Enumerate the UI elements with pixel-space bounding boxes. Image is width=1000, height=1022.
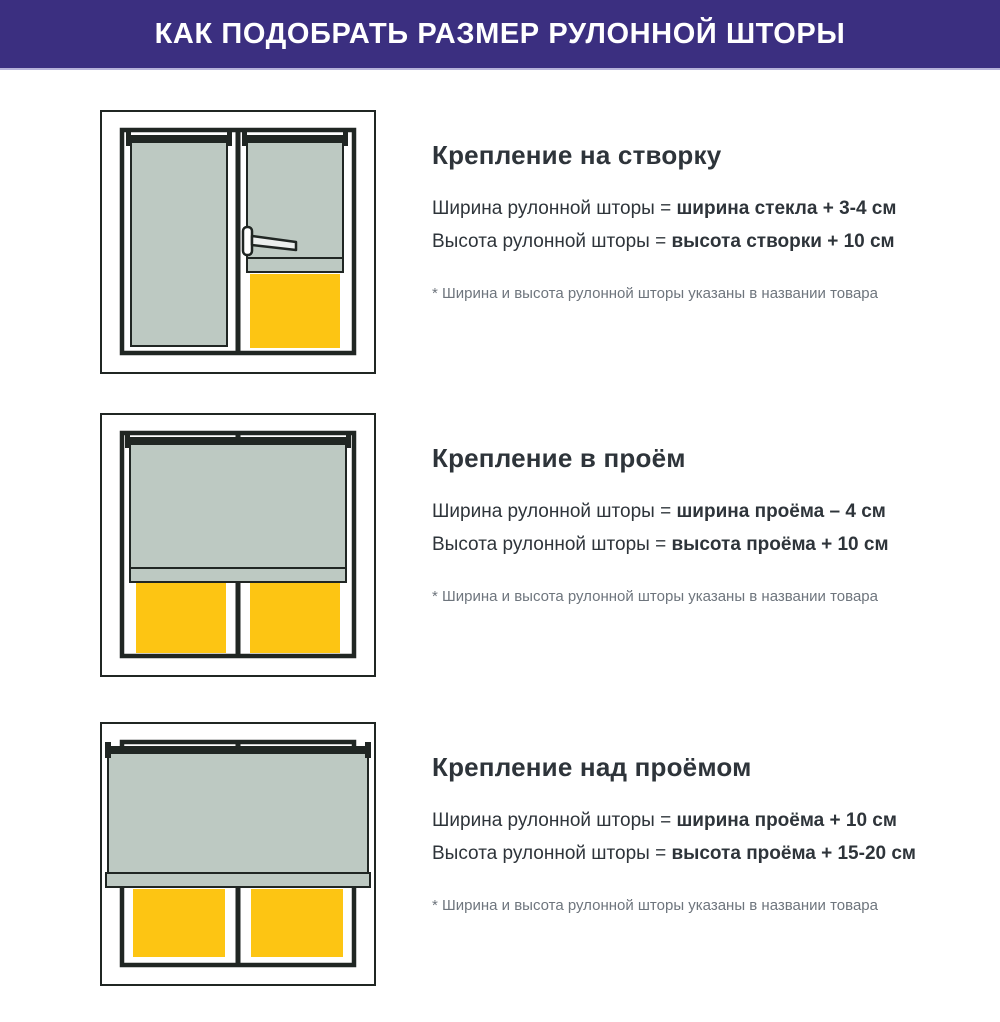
section-text [432, 443, 972, 605]
section-text [432, 140, 972, 302]
glass-light-left [133, 889, 225, 957]
footnote: * Ширина и высота рулонной шторы указаны в названии товара [432, 588, 878, 605]
section-mount-on-sash [0, 110, 1000, 410]
blind-fabric [108, 753, 368, 873]
height-formula: Высота рулонной шторы = высота створки + 10 см [432, 231, 895, 252]
width-formula: Ширина рулонной шторы = ширина стекла + 3-4 см [432, 198, 897, 219]
window-in-opening-illustration [100, 413, 376, 677]
blind-bottom-rail [130, 568, 346, 582]
blind-bottom-rail-right [247, 258, 343, 272]
window-above-opening-illustration [100, 722, 376, 986]
page-title: КАК ПОДОБРАТЬ РАЗМЕР РУЛОННОЙ ШТОРЫ [154, 17, 846, 50]
window-on-sash-illustration [100, 110, 376, 374]
glass-light [250, 274, 340, 348]
glass-light-left [136, 583, 226, 653]
footnote: * Ширина и высота рулонной шторы указаны в названии товара [432, 897, 878, 914]
section-heading: Крепление в проём [432, 443, 686, 473]
section-mount-above-opening [0, 722, 1000, 1022]
section-text [432, 752, 972, 914]
title-banner [0, 0, 1000, 70]
blind-fabric [130, 444, 346, 568]
window-diagram-in-opening [100, 413, 376, 677]
glass-light-right [250, 583, 340, 653]
height-formula: Высота рулонной шторы = высота проёма + 15-20 см [432, 843, 916, 864]
blind-bottom-rail [106, 873, 370, 887]
window-diagram-above-opening [100, 722, 376, 986]
formula-list [432, 192, 972, 258]
window-diagram-on-sash [100, 110, 376, 374]
glass-light-right [251, 889, 343, 957]
section-heading: Крепление на створку [432, 140, 722, 170]
footnote: * Ширина и высота рулонной шторы указаны в названии товара [432, 285, 878, 302]
width-formula: Ширина рулонной шторы = ширина проёма – 4 см [432, 501, 886, 522]
height-formula: Высота рулонной шторы = высота проёма + 10 см [432, 534, 889, 555]
formula-list [432, 804, 972, 870]
section-heading: Крепление над проёмом [432, 752, 752, 782]
blind-fabric-left [131, 141, 227, 346]
width-formula: Ширина рулонной шторы = ширина проёма + 10 см [432, 810, 897, 831]
section-mount-in-opening [0, 413, 1000, 713]
formula-list [432, 495, 972, 561]
